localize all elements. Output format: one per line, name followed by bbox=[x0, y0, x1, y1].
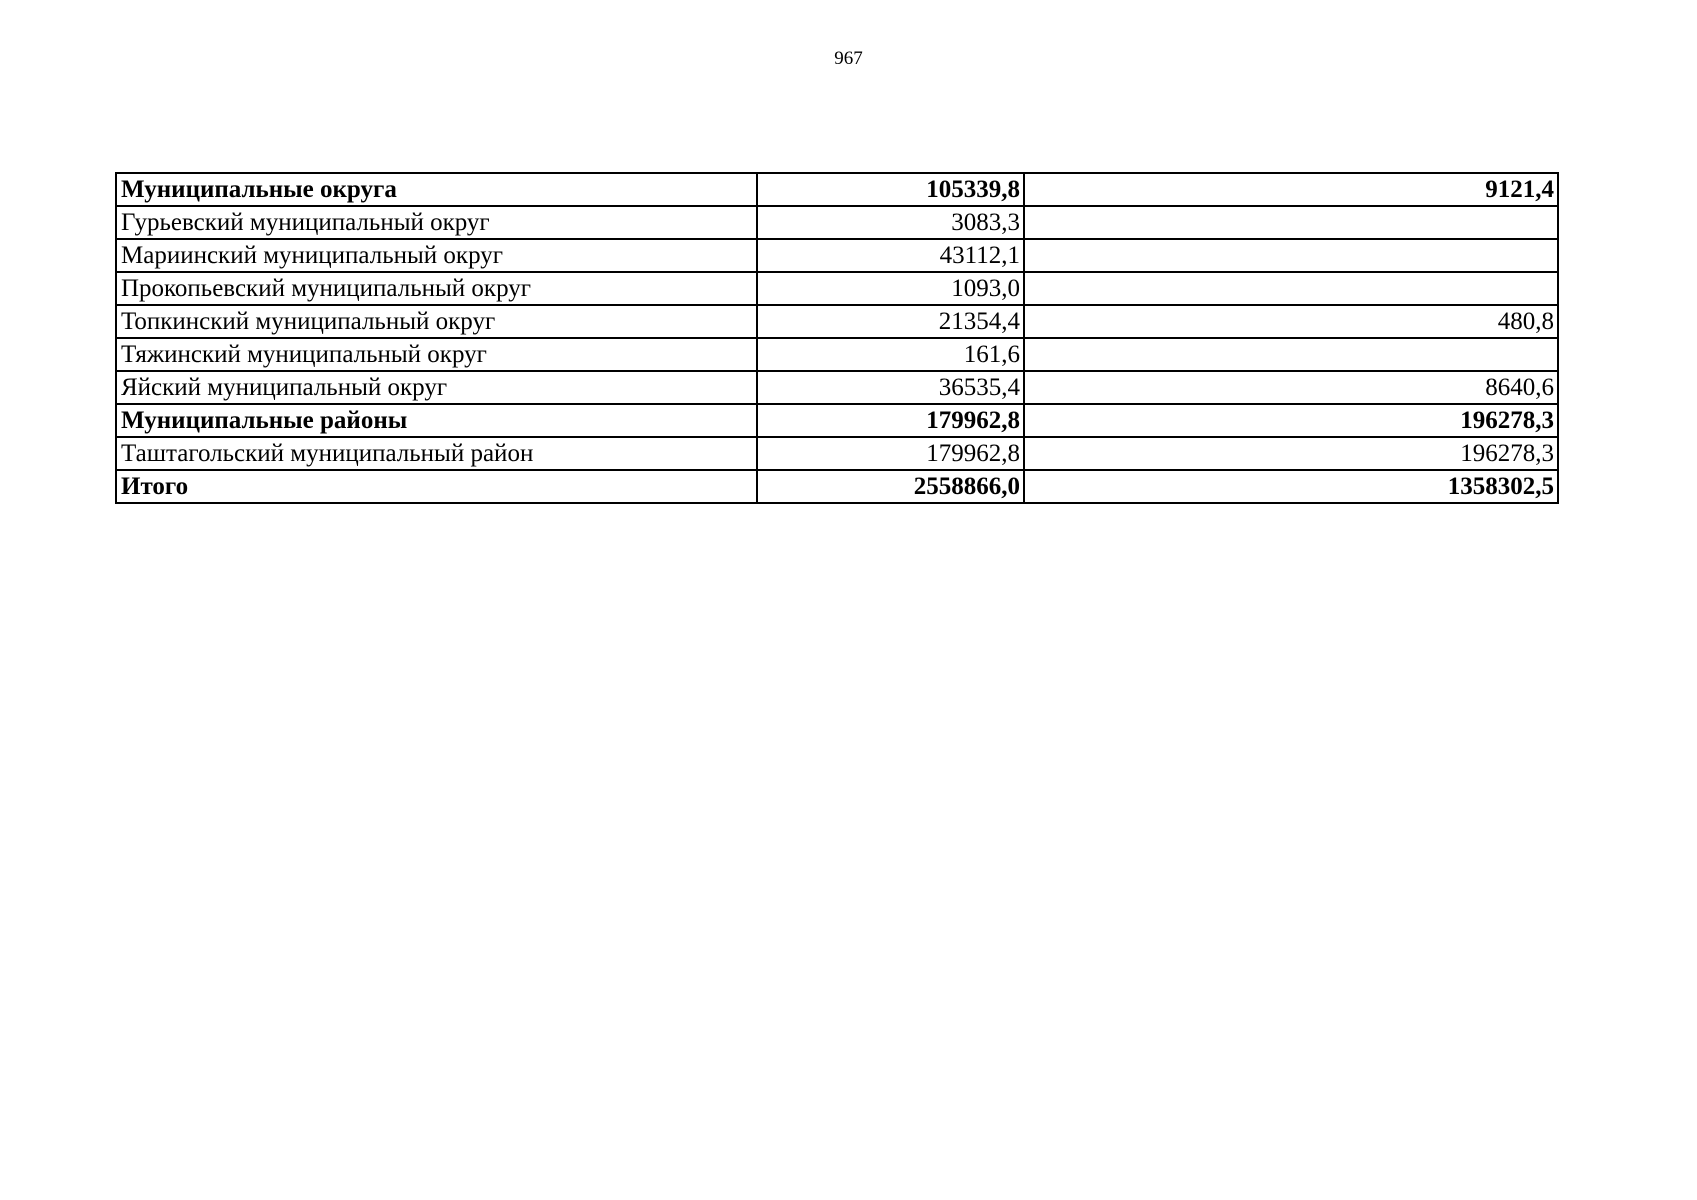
value-2-cell bbox=[1024, 338, 1558, 371]
page-number: 967 bbox=[834, 48, 863, 69]
table-row-subtotal bbox=[116, 173, 1558, 206]
budget-table bbox=[115, 172, 1559, 504]
row-name-cell: Прокопьевский муниципальный округ bbox=[116, 272, 757, 305]
value-1-cell: 36535,4 bbox=[757, 371, 1024, 404]
value-2-cell bbox=[1024, 239, 1558, 272]
row-name-cell: Муниципальные районы bbox=[116, 404, 757, 437]
value-1-cell: 43112,1 bbox=[757, 239, 1024, 272]
table-row bbox=[116, 272, 1558, 305]
value-2-cell: 1358302,5 bbox=[1024, 470, 1558, 503]
value-1-cell: 3083,3 bbox=[757, 206, 1024, 239]
value-2-cell: 196278,3 bbox=[1024, 404, 1558, 437]
row-name-cell: Топкинский муниципальный округ bbox=[116, 305, 757, 338]
row-name-cell: Мариинский муниципальный округ bbox=[116, 239, 757, 272]
table-row bbox=[116, 437, 1558, 470]
table-row-subtotal bbox=[116, 404, 1558, 437]
value-2-cell: 480,8 bbox=[1024, 305, 1558, 338]
value-2-cell bbox=[1024, 206, 1558, 239]
value-1-cell: 1093,0 bbox=[757, 272, 1024, 305]
table-row bbox=[116, 305, 1558, 338]
table-row bbox=[116, 371, 1558, 404]
row-name-cell: Яйский муниципальный округ bbox=[116, 371, 757, 404]
value-1-cell: 179962,8 bbox=[757, 437, 1024, 470]
table-row bbox=[116, 206, 1558, 239]
table-row-total bbox=[116, 470, 1558, 503]
value-2-cell bbox=[1024, 272, 1558, 305]
value-2-cell: 9121,4 bbox=[1024, 173, 1558, 206]
row-name-cell: Итого bbox=[116, 470, 757, 503]
value-2-cell: 8640,6 bbox=[1024, 371, 1558, 404]
value-1-cell: 2558866,0 bbox=[757, 470, 1024, 503]
value-1-cell: 105339,8 bbox=[757, 173, 1024, 206]
row-name-cell: Гурьевский муниципальный округ bbox=[116, 206, 757, 239]
budget-table-body bbox=[116, 173, 1558, 503]
value-1-cell: 21354,4 bbox=[757, 305, 1024, 338]
table-row bbox=[116, 338, 1558, 371]
row-name-cell: Муниципальные округа bbox=[116, 173, 757, 206]
table-row bbox=[116, 239, 1558, 272]
value-1-cell: 179962,8 bbox=[757, 404, 1024, 437]
row-name-cell: Таштагольский муниципальный район bbox=[116, 437, 757, 470]
row-name-cell: Тяжинский муниципальный округ bbox=[116, 338, 757, 371]
value-2-cell: 196278,3 bbox=[1024, 437, 1558, 470]
value-1-cell: 161,6 bbox=[757, 338, 1024, 371]
